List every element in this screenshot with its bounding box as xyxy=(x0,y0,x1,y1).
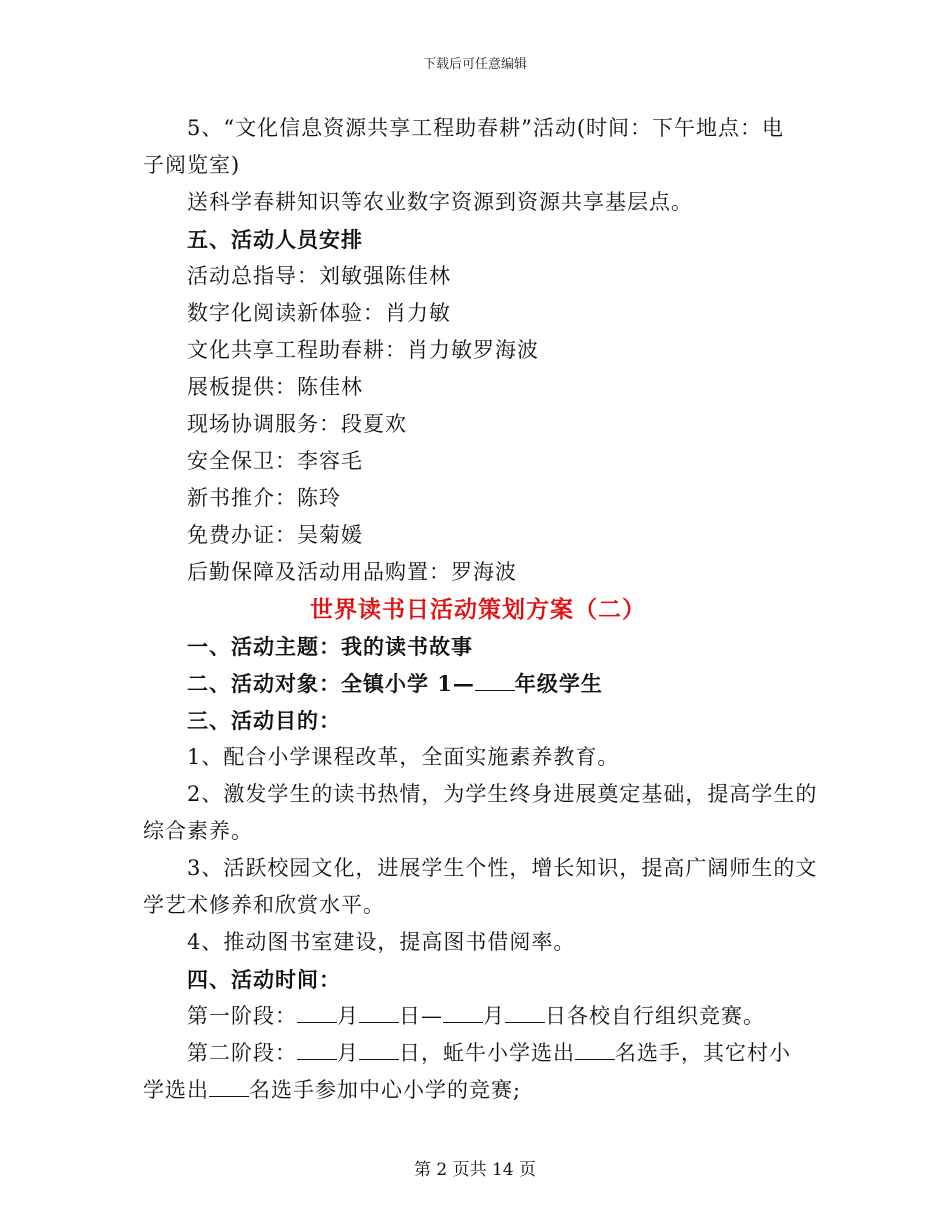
section-5-heading: 五、活动人员安排 xyxy=(187,227,363,252)
purpose-heading: 三、活动目的： xyxy=(187,708,341,733)
staff-item: 现场协调服务：段夏欢 xyxy=(187,412,407,436)
stage-2-line-2 xyxy=(143,1072,813,1109)
activity-target xyxy=(143,665,813,702)
purpose-4: 4、推动图书室建设，提高图书借阅率。 xyxy=(187,930,576,954)
stage-2-line-1 xyxy=(143,1035,813,1072)
page-header: 下载后可任意编辑 xyxy=(422,57,527,72)
staff-item: 免费办证：吴菊媛 xyxy=(187,523,363,547)
purpose-1: 1、配合小学课程改革，全面实施素养教育。 xyxy=(187,745,620,769)
purpose-2-line-1: 2、激发学生的读书热情，为学生终身进展奠定基础，提高学生的 xyxy=(187,782,818,806)
item-5-line-1: 5、“文化信息资源共享工程助春耕”活动(时间：下午地点：电 xyxy=(187,116,785,140)
day-blank xyxy=(505,1004,545,1023)
activity-theme: 一、活动主题：我的读书故事 xyxy=(187,634,473,659)
purpose-3-line-2: 学艺术修养和欣赏水平。 xyxy=(143,893,385,917)
stage-2-line-2a: 学选出 xyxy=(143,1078,209,1102)
count-blank xyxy=(575,1041,615,1060)
stage-1 xyxy=(143,998,813,1035)
grade-blank xyxy=(475,672,515,691)
stage-2-month: 月 xyxy=(337,1041,359,1065)
stage-2-label: 第二阶段： xyxy=(187,1041,297,1065)
staff-item: 数字化阅读新体验：肖力敏 xyxy=(187,301,451,325)
stage-2-day: 日，蚯牛小学选出 xyxy=(399,1041,575,1065)
staff-item: 安全保卫：李容毛 xyxy=(187,449,363,473)
document-body xyxy=(143,110,818,1109)
page-footer: 第 2 页共 14 页 xyxy=(413,1160,537,1180)
month-blank xyxy=(443,1004,483,1023)
stage-1-label: 第一阶段： xyxy=(187,1004,297,1028)
month-blank xyxy=(297,1004,337,1023)
time-heading: 四、活动时间： xyxy=(187,967,341,992)
item-5-description: 送科学春耕知识等农业数字资源到资源共享基层点。 xyxy=(187,190,693,214)
month-blank xyxy=(297,1041,337,1060)
staff-item: 后勤保障及活动用品购置：罗海波 xyxy=(187,560,517,584)
target-suffix: 年级学生 xyxy=(514,671,603,696)
stage-1-month: 月 xyxy=(337,1004,359,1028)
purpose-2-line-2: 综合素养。 xyxy=(143,819,253,843)
target-prefix: 二、活动对象：全镇小学 1— xyxy=(187,671,475,696)
stage-1-day: 日— xyxy=(399,1004,443,1028)
day-blank xyxy=(359,1004,399,1023)
item-5-line-2: 子阅览室) xyxy=(143,153,241,177)
stage-1-day-2: 日各校自行组织竞赛。 xyxy=(545,1004,765,1028)
purpose-3-line-1: 3、活跃校园文化，进展学生个性，增长知识，提高广阔师生的文 xyxy=(187,856,818,880)
day-blank xyxy=(359,1041,399,1060)
staff-item: 活动总指导：刘敏强陈佳林 xyxy=(187,264,451,288)
plan-title: 世界读书日活动策划方案（二） xyxy=(310,596,646,623)
stage-1-month-2: 月 xyxy=(483,1004,505,1028)
staff-item: 展板提供：陈佳林 xyxy=(187,375,363,399)
staff-item: 新书推介：陈玲 xyxy=(187,486,341,510)
stage-2-line-2b: 名选手参加中心小学的竞赛; xyxy=(249,1078,522,1102)
staff-item: 文化共享工程助春耕：肖力敏罗海波 xyxy=(187,338,539,362)
count-blank xyxy=(209,1078,249,1097)
stage-2-rest: 名选手，其它村小 xyxy=(615,1041,791,1065)
